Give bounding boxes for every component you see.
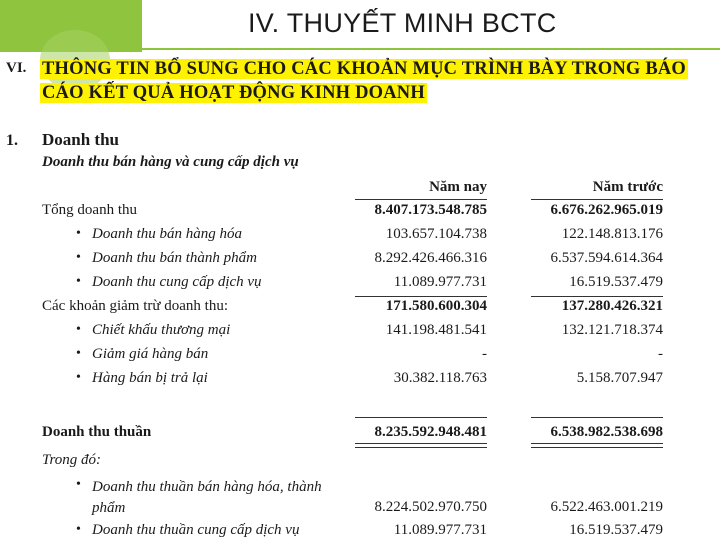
table-row [0, 370, 720, 392]
section-title-text: THÔNG TIN BỔ SUNG CHO CÁC KHOẢN MỤC TRÌNH BÀY TRONG BÁO CÁO KẾT QUẢ HOẠT ĐỘNG KINH DOANH [42, 59, 687, 103]
item-title: Doanh thu [42, 130, 120, 149]
row-label: Chiết khấu thương mại [92, 322, 231, 338]
item-number: 1. [6, 132, 18, 149]
table-row [0, 522, 720, 544]
table-row [0, 274, 720, 296]
bullet-icon: • [76, 274, 81, 289]
row-value-previous: 132.121.718.374 [561, 322, 663, 338]
table-row [0, 298, 720, 320]
row-value-current: 30.382.118.763 [393, 370, 487, 386]
row-label: Giảm giá hàng bán [92, 346, 209, 362]
slide-title: IV. THUYẾT MINH BCTC [248, 8, 557, 38]
row-value-previous: 16.519.537.479 [569, 522, 663, 538]
subtotal-rule-current [355, 296, 487, 297]
bullet-icon: • [76, 370, 81, 385]
net-revenue-previous: 6.538.982.538.698 [550, 424, 663, 440]
row-label: Tổng doanh thu [42, 202, 137, 218]
bullet-icon: • [76, 522, 81, 537]
bullet-icon: • [76, 477, 81, 492]
row-value-current: 171.580.600.304 [385, 298, 487, 314]
bullet-icon: • [76, 250, 81, 265]
bullet-icon: • [76, 322, 81, 337]
bullet-icon: • [76, 226, 81, 241]
row-value-previous: 5.158.707.947 [576, 370, 663, 386]
row-value-current: 11.089.977.731 [393, 522, 487, 538]
total-rule-previous [531, 417, 663, 418]
table-row [0, 322, 720, 344]
table-row [0, 346, 720, 368]
item-subtitle: Doanh thu bán hàng và cung cấp dịch vụ [42, 154, 299, 170]
subtotal-rule-previous [531, 296, 663, 297]
row-label: Doanh thu thuần cung cấp dịch vụ [92, 522, 300, 538]
row-value-current: - [482, 346, 487, 362]
row-value-current: 103.657.104.738 [385, 226, 487, 242]
row-label: Doanh thu bán thành phẩm [92, 250, 257, 266]
table-row [0, 202, 720, 224]
row-value-previous: 6.537.594.614.364 [550, 250, 663, 266]
of-which-label: Trong đó: [42, 452, 102, 468]
row-value-previous: 137.280.426.321 [561, 298, 663, 314]
bullet-icon: • [76, 346, 81, 361]
table-row [0, 250, 720, 272]
column-header-current-year: Năm nay [355, 179, 487, 200]
row-value-previous: 6.522.463.001.219 [550, 499, 663, 515]
row-value-current: 11.089.977.731 [393, 274, 487, 290]
net-revenue-label: Doanh thu thuần [42, 424, 152, 440]
table-row [0, 226, 720, 248]
row-value-previous: - [658, 346, 663, 362]
row-value-current: 8.407.173.548.785 [374, 202, 487, 218]
row-label: Hàng bán bị trả lại [92, 370, 208, 386]
row-label: Các khoản giảm trừ doanh thu: [42, 298, 229, 314]
column-header-previous-year: Năm trước [531, 179, 663, 200]
header-divider [142, 48, 720, 50]
row-value-previous: 6.676.262.965.019 [550, 202, 663, 218]
row-value-previous: 16.519.537.479 [569, 274, 663, 290]
double-rule-current [355, 443, 487, 448]
row-value-previous: 122.148.813.176 [561, 226, 663, 242]
row-label: Doanh thu thuần bán hàng hóa, thành phẩm [92, 479, 322, 516]
net-revenue-current: 8.235.592.948.481 [374, 424, 487, 440]
double-rule-previous [531, 443, 663, 448]
row-label: Doanh thu cung cấp dịch vụ [92, 274, 262, 290]
row-label: Doanh thu bán hàng hóa [92, 226, 242, 242]
row-value-current: 8.224.502.970.750 [374, 499, 487, 515]
row-value-current: 141.198.481.541 [385, 322, 487, 338]
total-rule-current [355, 417, 487, 418]
table-row [0, 477, 720, 521]
row-value-current: 8.292.426.466.316 [374, 250, 487, 266]
section-number: VI. [6, 60, 27, 76]
section-title [40, 57, 715, 105]
